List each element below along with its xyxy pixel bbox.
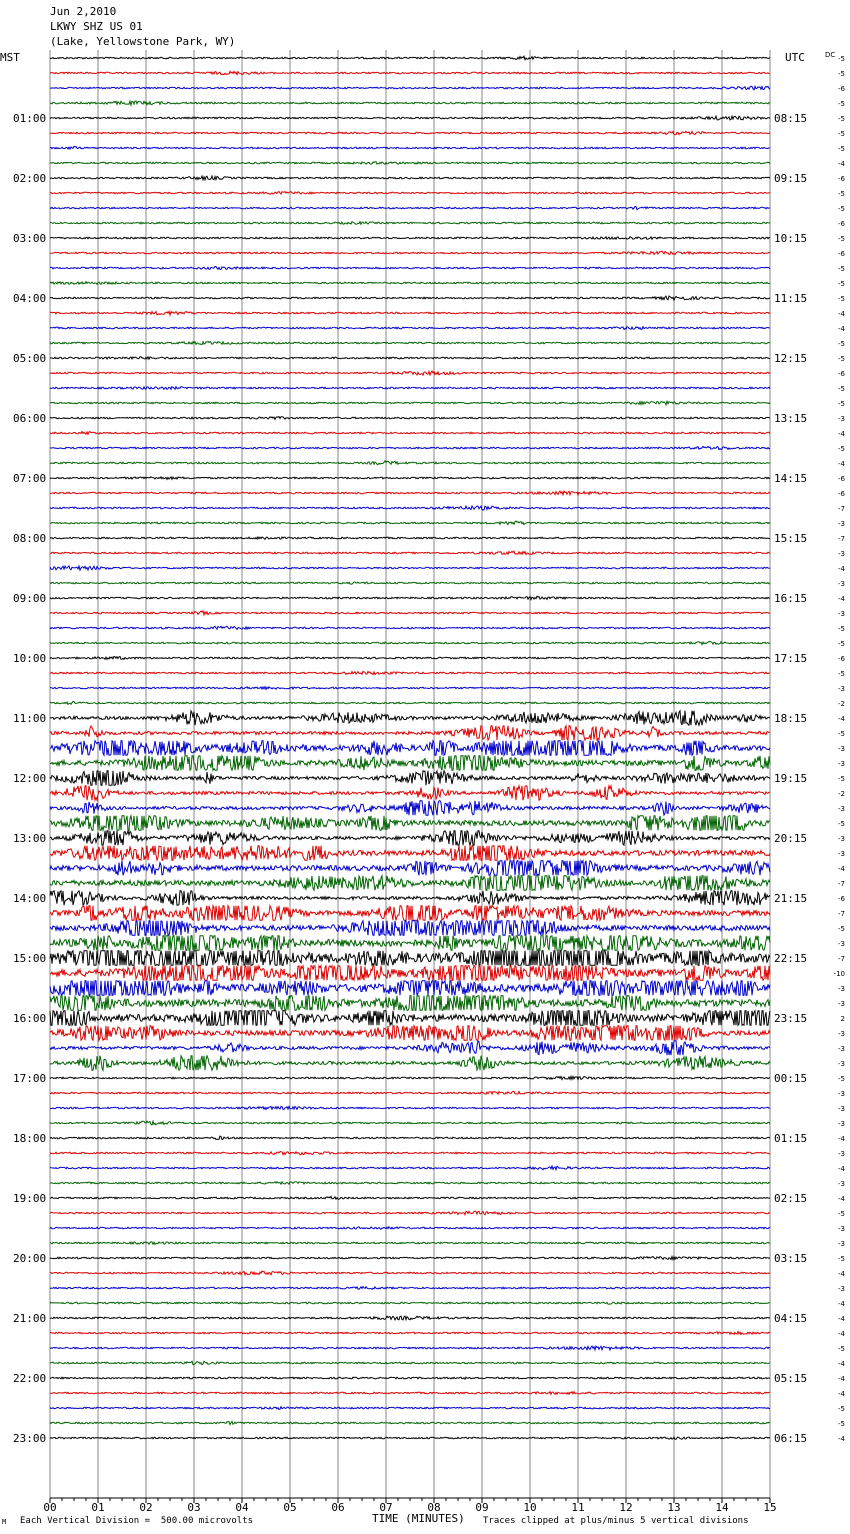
left-hour-label: 21:00 (13, 1312, 47, 1325)
right-hour-label: 05:15 (774, 1372, 808, 1385)
left-hour-label: 13:00 (13, 832, 47, 845)
trace-30 (50, 506, 770, 510)
header-date: Jun 2,2010 (50, 5, 117, 18)
x-tick-label: 02 (139, 1501, 153, 1514)
dc-offset-label: -4 (838, 595, 845, 603)
left-hour-label: 09:00 (13, 592, 47, 605)
x-tick-label: 13 (667, 1501, 681, 1514)
dc-offset-label: -3 (838, 610, 845, 618)
left-timezone-label: MST (0, 51, 20, 64)
dc-offset-label: -3 (838, 1150, 845, 1158)
trace-49 (50, 786, 770, 800)
dc-offset-label: -4 (838, 1360, 845, 1368)
dc-offset-label: -3 (838, 1090, 845, 1098)
dc-offset-label: -4 (838, 1195, 845, 1203)
trace-62 (50, 981, 770, 995)
dc-offset-label: -5 (838, 640, 845, 648)
trace-74 (50, 1166, 770, 1170)
dc-offset-label: -3 (838, 835, 845, 843)
trace-69 (50, 1091, 770, 1094)
dc-offset-label: -7 (838, 535, 845, 543)
dc-offset-label: -5 (838, 340, 845, 348)
trace-54 (50, 861, 770, 875)
right-hour-label: 00:15 (774, 1072, 808, 1085)
trace-1 (50, 71, 770, 74)
dc-offset-label: 2 (840, 1015, 845, 1023)
trace-3 (50, 101, 770, 105)
left-hour-labels (13, 112, 46, 1445)
trace-91 (50, 1421, 770, 1424)
trace-12 (50, 237, 770, 240)
dc-offset-label: -5 (838, 400, 845, 408)
left-hour-label: 05:00 (13, 352, 47, 365)
dc-offset-label: -6 (838, 220, 845, 228)
trace-32 (50, 537, 770, 539)
x-tick-label: 14 (715, 1501, 729, 1514)
right-hour-label: 19:15 (774, 772, 808, 785)
left-hour-label: 03:00 (13, 232, 47, 245)
dc-offset-label: -6 (838, 370, 845, 378)
dc-offset-label: -5 (838, 730, 845, 738)
right-hour-label: 12:15 (774, 352, 808, 365)
trace-88 (50, 1377, 770, 1379)
trace-31 (50, 521, 770, 525)
trace-64 (50, 1011, 770, 1025)
dc-offset-label: -5 (838, 280, 845, 288)
trace-44 (50, 711, 770, 725)
trace-17 (50, 311, 770, 315)
trace-4 (50, 116, 770, 120)
dc-offset-label: -4 (838, 1300, 845, 1308)
trace-86 (50, 1346, 770, 1350)
dc-offset-label: -5 (838, 265, 845, 273)
trace-20 (50, 357, 770, 359)
dc-offset-label: -4 (838, 160, 845, 168)
trace-41 (50, 671, 770, 674)
x-tick-label: 05 (283, 1501, 297, 1514)
dc-offset-label: -4 (838, 1330, 845, 1338)
right-hour-label: 11:15 (774, 292, 808, 305)
left-hour-label: 02:00 (13, 172, 47, 185)
dc-offset-label: -3 (838, 1105, 845, 1113)
trace-51 (50, 816, 770, 830)
left-hour-label: 15:00 (13, 952, 47, 965)
x-tick-label: 11 (571, 1501, 585, 1514)
right-hour-label: 22:15 (774, 952, 808, 965)
header-station: LKWY SHZ US 01 (50, 20, 143, 33)
dc-offset-label: -4 (838, 715, 845, 723)
trace-11 (50, 222, 770, 225)
trace-85 (50, 1332, 770, 1335)
dc-offset-label: -6 (838, 490, 845, 498)
dc-offset-label: -5 (838, 1345, 845, 1353)
dc-offset-label: -4 (838, 565, 845, 573)
trace-43 (50, 702, 770, 705)
right-hour-label: 13:15 (774, 412, 808, 425)
trace-87 (50, 1361, 770, 1365)
trace-33 (50, 551, 770, 554)
trace-90 (50, 1407, 770, 1410)
trace-48 (50, 771, 770, 785)
dc-offset-label: -3 (838, 1030, 845, 1038)
trace-5 (50, 131, 770, 134)
seismic-traces (50, 56, 770, 1439)
left-hour-label: 18:00 (13, 1132, 47, 1145)
right-hour-label: 18:15 (774, 712, 808, 725)
dc-offset-label: -3 (838, 550, 845, 558)
x-tick-label: 08 (427, 1501, 441, 1514)
trace-6 (50, 146, 770, 149)
trace-75 (50, 1182, 770, 1185)
trace-29 (50, 491, 770, 495)
left-hour-label: 10:00 (13, 652, 47, 665)
dc-offset-label: -5 (838, 295, 845, 303)
dc-offset-label: -3 (838, 985, 845, 993)
trace-26 (50, 446, 770, 449)
left-hour-label: 17:00 (13, 1072, 47, 1085)
right-hour-label: 21:15 (774, 892, 808, 905)
trace-22 (50, 387, 770, 390)
right-hour-label: 02:15 (774, 1192, 808, 1205)
dc-offset-label: -3 (838, 580, 845, 588)
trace-89 (50, 1392, 770, 1395)
trace-36 (50, 596, 770, 599)
dc-offset-label: -3 (838, 1240, 845, 1248)
dc-offset-label: -4 (838, 460, 845, 468)
right-hour-label: 03:15 (774, 1252, 808, 1265)
trace-80 (50, 1257, 770, 1260)
dc-offset-label: -5 (838, 385, 845, 393)
dc-label: DC (825, 51, 836, 59)
left-hour-label: 08:00 (13, 532, 47, 545)
trace-67 (50, 1056, 770, 1070)
x-tick-label: 06 (331, 1501, 345, 1514)
dc-offset-label: -5 (838, 820, 845, 828)
trace-9 (50, 192, 770, 195)
dc-offset-label: -5 (838, 1405, 845, 1413)
dc-offset-label: -7 (838, 505, 845, 513)
trace-53 (50, 846, 770, 860)
trace-78 (50, 1227, 770, 1230)
dc-offset-label: -5 (838, 205, 845, 213)
dc-offset-label: -7 (838, 880, 845, 888)
dc-offset-label: -6 (838, 175, 845, 183)
dc-offset-label: -5 (838, 145, 845, 153)
scale-note: Each Vertical Division = 500.00 microvolts (20, 1516, 253, 1526)
dc-offset-label: -5 (838, 70, 845, 78)
dc-offset-label: -4 (838, 1270, 845, 1278)
trace-40 (50, 657, 770, 660)
trace-7 (50, 162, 770, 165)
trace-59 (50, 936, 770, 950)
trace-23 (50, 401, 770, 405)
dc-offset-label: -3 (838, 1180, 845, 1188)
right-hour-label: 06:15 (774, 1432, 808, 1445)
trace-24 (50, 417, 770, 420)
trace-0 (50, 56, 770, 60)
dc-offset-label: -4 (838, 430, 845, 438)
right-hour-label: 10:15 (774, 232, 808, 245)
x-tick-label: 04 (235, 1501, 249, 1514)
dc-offset-label: -5 (838, 775, 845, 783)
trace-8 (50, 176, 770, 180)
trace-63 (50, 996, 770, 1010)
dc-offset-labels (834, 55, 846, 1443)
trace-76 (50, 1196, 770, 1199)
trace-65 (50, 1026, 770, 1040)
dc-offset-label: -3 (838, 1045, 845, 1053)
trace-82 (50, 1287, 770, 1290)
trace-77 (50, 1211, 770, 1215)
trace-39 (50, 641, 770, 644)
right-hour-label: 15:15 (774, 532, 808, 545)
dc-offset-label: -4 (838, 1135, 845, 1143)
dc-offset-label: -3 (838, 940, 845, 948)
trace-72 (50, 1136, 770, 1139)
right-hour-label: 23:15 (774, 1012, 808, 1025)
trace-57 (50, 906, 770, 920)
left-hour-label: 16:00 (13, 1012, 47, 1025)
trace-84 (50, 1316, 770, 1320)
dc-offset-label: -3 (838, 1225, 845, 1233)
right-hour-label: 20:15 (774, 832, 808, 845)
x-tick-label: 01 (91, 1501, 105, 1514)
trace-70 (50, 1106, 770, 1109)
x-tick-label: 00 (43, 1501, 57, 1514)
x-tick-label: 12 (619, 1501, 633, 1514)
trace-46 (50, 741, 770, 755)
dc-offset-label: -3 (838, 760, 845, 768)
trace-56 (50, 891, 770, 905)
trace-25 (50, 432, 770, 435)
x-tick-label: 07 (379, 1501, 393, 1514)
trace-16 (50, 296, 770, 300)
left-hour-label: 06:00 (13, 412, 47, 425)
trace-73 (50, 1152, 770, 1155)
trace-42 (50, 687, 770, 690)
right-hour-label: 16:15 (774, 592, 808, 605)
dc-offset-label: -5 (838, 1420, 845, 1428)
trace-34 (50, 566, 770, 570)
left-hour-label: 14:00 (13, 892, 47, 905)
trace-10 (50, 207, 770, 210)
left-hour-label: 12:00 (13, 772, 47, 785)
right-hour-label: 14:15 (774, 472, 808, 485)
dc-offset-label: -4 (838, 1165, 845, 1173)
trace-37 (50, 611, 770, 615)
dc-offset-label: -5 (838, 190, 845, 198)
clip-note: Traces clipped at plus/minus 5 vertical divisions (483, 1516, 749, 1526)
left-hour-label: 01:00 (13, 112, 47, 125)
dc-offset-label: -6 (838, 250, 845, 258)
trace-21 (50, 371, 770, 375)
x-axis-title: TIME (MINUTES) (372, 1512, 465, 1525)
dc-offset-label: -3 (838, 1120, 845, 1128)
trace-66 (50, 1041, 770, 1055)
dc-offset-label: -5 (838, 1210, 845, 1218)
dc-offset-label: -5 (838, 1255, 845, 1263)
x-tick-label: 15 (763, 1501, 777, 1514)
trace-2 (50, 86, 770, 90)
dc-offset-label: -4 (838, 1435, 845, 1443)
corner-mark: M (2, 1518, 7, 1526)
dc-offset-label: -10 (833, 970, 845, 978)
dc-offset-label: -5 (838, 235, 845, 243)
trace-19 (50, 342, 770, 345)
x-tick-label: 10 (523, 1501, 537, 1514)
right-hour-label: 01:15 (774, 1132, 808, 1145)
trace-45 (50, 726, 770, 740)
dc-offset-label: -3 (838, 805, 845, 813)
trace-60 (50, 951, 770, 965)
dc-offset-label: -4 (838, 865, 845, 873)
header-location: (Lake, Yellowstone Park, WY) (50, 35, 236, 48)
trace-58 (50, 921, 770, 935)
dc-offset-label: -5 (838, 100, 845, 108)
dc-offset-label: -6 (838, 475, 845, 483)
dc-offset-label: -4 (838, 1390, 845, 1398)
left-hour-label: 19:00 (13, 1192, 47, 1205)
dc-offset-label: -2 (838, 790, 845, 798)
dc-offset-label: -5 (838, 445, 845, 453)
trace-55 (50, 876, 770, 890)
trace-15 (50, 282, 770, 285)
trace-61 (50, 966, 770, 980)
dc-offset-label: -5 (838, 115, 845, 123)
left-hour-label: 23:00 (13, 1432, 47, 1445)
trace-52 (50, 831, 770, 845)
trace-83 (50, 1302, 770, 1304)
dc-offset-label: -6 (838, 655, 845, 663)
dc-offset-label: -3 (838, 1060, 845, 1068)
x-tick-label: 03 (187, 1501, 201, 1514)
dc-offset-label: -3 (838, 520, 845, 528)
left-hour-label: 07:00 (13, 472, 47, 485)
right-timezone-label: UTC (785, 51, 805, 64)
right-hour-label: 09:15 (774, 172, 808, 185)
trace-79 (50, 1242, 770, 1245)
trace-68 (50, 1076, 770, 1079)
left-hour-label: 11:00 (13, 712, 47, 725)
trace-27 (50, 461, 770, 465)
dc-offset-label: -4 (838, 325, 845, 333)
right-hour-label: 08:15 (774, 112, 808, 125)
trace-71 (50, 1121, 770, 1125)
right-hour-labels (774, 112, 807, 1445)
dc-offset-label: -5 (838, 55, 845, 63)
x-tick-label: 09 (475, 1501, 489, 1514)
dc-offset-label: -5 (838, 355, 845, 363)
dc-offset-label: -5 (838, 670, 845, 678)
trace-35 (50, 582, 770, 584)
dc-offset-label: -6 (838, 85, 845, 93)
trace-28 (50, 477, 770, 480)
dc-offset-label: -5 (838, 130, 845, 138)
right-hour-label: 17:15 (774, 652, 808, 665)
dc-offset-label: -7 (838, 955, 845, 963)
trace-81 (50, 1271, 770, 1275)
dc-offset-label: -3 (838, 850, 845, 858)
dc-offset-label: -3 (838, 415, 845, 423)
dc-offset-label: -7 (838, 910, 845, 918)
left-hour-label: 22:00 (13, 1372, 47, 1385)
trace-50 (50, 801, 770, 815)
trace-92 (50, 1437, 770, 1439)
dc-offset-label: -4 (838, 1315, 845, 1323)
dc-offset-label: -2 (838, 700, 845, 708)
trace-14 (50, 267, 770, 270)
dc-offset-label: -3 (838, 1285, 845, 1293)
trace-18 (50, 327, 770, 330)
dc-offset-label: -3 (838, 745, 845, 753)
dc-offset-label: -5 (838, 925, 845, 933)
dc-offset-label: -4 (838, 1375, 845, 1383)
left-hour-label: 04:00 (13, 292, 47, 305)
dc-offset-label: -5 (838, 625, 845, 633)
dc-offset-label: -6 (838, 895, 845, 903)
trace-38 (50, 626, 770, 629)
trace-13 (50, 251, 770, 254)
trace-47 (50, 756, 770, 770)
dc-offset-label: -3 (838, 685, 845, 693)
right-hour-label: 04:15 (774, 1312, 808, 1325)
dc-offset-label: -3 (838, 1000, 845, 1008)
dc-offset-label: -4 (838, 310, 845, 318)
dc-offset-label: -5 (838, 1075, 845, 1083)
left-hour-label: 20:00 (13, 1252, 47, 1265)
